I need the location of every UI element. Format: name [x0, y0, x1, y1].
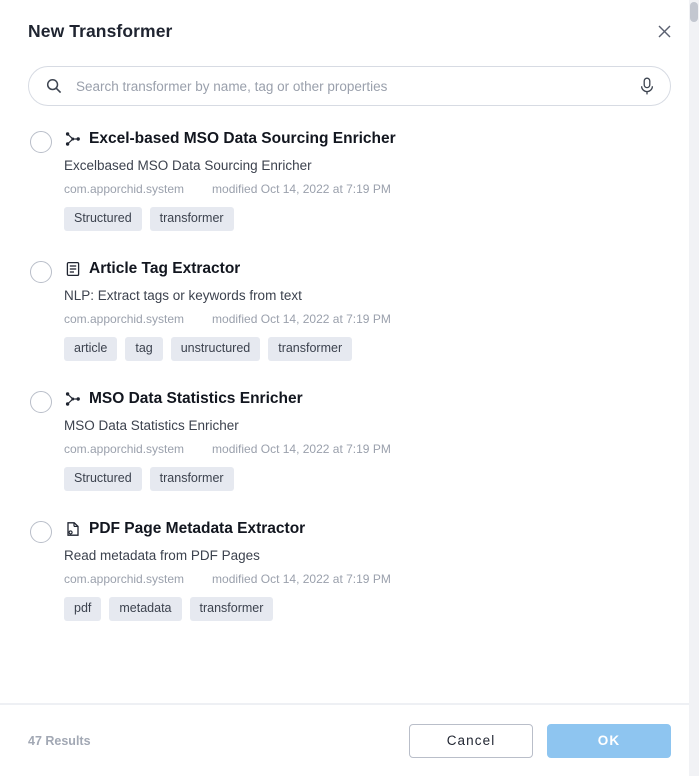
tag-chip[interactable]: tag — [125, 337, 162, 361]
tag-chip[interactable]: unstructured — [171, 337, 260, 361]
radio-button[interactable] — [30, 261, 52, 283]
list-item-title: Article Tag Extractor — [89, 260, 241, 277]
list-item-title: MSO Data Statistics Enricher — [89, 390, 303, 407]
nodes-graph-icon — [64, 391, 81, 408]
list-item-namespace: com.apporchid.system — [64, 572, 185, 586]
list-item-header — [64, 388, 671, 410]
list-item-title: Excel-based MSO Data Sourcing Enricher — [89, 130, 396, 147]
radio-button[interactable] — [30, 131, 52, 153]
tag-chip[interactable]: transformer — [150, 207, 234, 231]
tag-chip[interactable]: article — [64, 337, 117, 361]
tag-chip[interactable]: metadata — [109, 597, 181, 621]
list-item-tags — [64, 337, 671, 361]
tag-chip[interactable]: Structured — [64, 467, 142, 491]
nodes-graph-icon — [64, 131, 81, 148]
window-scrollbar-thumb[interactable] — [690, 2, 698, 22]
dialog-header — [0, 0, 699, 62]
pdf-page-icon — [64, 521, 81, 538]
list-item-body — [64, 258, 671, 361]
list-item-namespace: com.apporchid.system — [64, 442, 185, 456]
list-item-namespace: com.apporchid.system — [64, 182, 185, 196]
close-icon[interactable] — [651, 18, 677, 44]
list-item[interactable] — [28, 120, 671, 250]
list-item-body — [64, 128, 671, 231]
list-item-description: MSO Data Statistics Enricher — [64, 418, 239, 433]
list-item-body — [64, 518, 671, 621]
footer-divider — [0, 703, 699, 704]
tag-chip[interactable]: pdf — [64, 597, 101, 621]
results-count: 47 Results — [28, 733, 91, 748]
search-section — [0, 62, 699, 106]
list-item[interactable] — [28, 380, 671, 510]
list-item-description: NLP: Extract tags or keywords from text — [64, 288, 302, 303]
tag-chip[interactable]: transformer — [150, 467, 234, 491]
search-icon — [45, 78, 62, 95]
list-item-meta — [64, 312, 671, 326]
list-item[interactable] — [28, 250, 671, 380]
search-input[interactable] — [74, 78, 630, 95]
transformer-list[interactable] — [0, 120, 699, 704]
list-item-modified: modified Oct 14, 2022 at 7:19 PM — [212, 182, 391, 196]
list-item-header — [64, 128, 671, 150]
list-item-modified: modified Oct 14, 2022 at 7:19 PM — [212, 442, 391, 456]
tag-chip[interactable]: transformer — [190, 597, 274, 621]
radio-button[interactable] — [30, 391, 52, 413]
radio-button[interactable] — [30, 521, 52, 543]
ok-button[interactable]: OK — [547, 724, 671, 758]
page-title: New Transformer — [28, 20, 173, 41]
list-item-header — [64, 518, 671, 540]
list-item-meta — [64, 572, 671, 586]
list-item-namespace: com.apporchid.system — [64, 312, 185, 326]
list-item-description: Excelbased MSO Data Sourcing Enricher — [64, 158, 312, 173]
list-item-tags — [64, 207, 671, 231]
list-item-tags — [64, 467, 671, 491]
transformer-list-scroll — [0, 120, 699, 704]
list-item-title: PDF Page Metadata Extractor — [89, 520, 306, 537]
microphone-icon[interactable] — [638, 76, 656, 96]
list-item-modified: modified Oct 14, 2022 at 7:19 PM — [212, 572, 391, 586]
document-text-icon — [64, 261, 81, 278]
list-item-modified: modified Oct 14, 2022 at 7:19 PM — [212, 312, 391, 326]
dialog-footer — [0, 704, 699, 776]
list-item-meta — [64, 182, 671, 196]
list-item-description: Read metadata from PDF Pages — [64, 548, 260, 563]
list-item-meta — [64, 442, 671, 456]
cancel-button[interactable]: Cancel — [409, 724, 533, 758]
list-item-body — [64, 388, 671, 491]
search-box[interactable] — [28, 66, 671, 106]
list-item-tags — [64, 597, 671, 621]
list-item[interactable] — [28, 510, 671, 640]
tag-chip[interactable]: Structured — [64, 207, 142, 231]
window-scrollbar[interactable] — [689, 0, 699, 776]
tag-chip[interactable]: transformer — [268, 337, 352, 361]
list-item-header — [64, 258, 671, 280]
